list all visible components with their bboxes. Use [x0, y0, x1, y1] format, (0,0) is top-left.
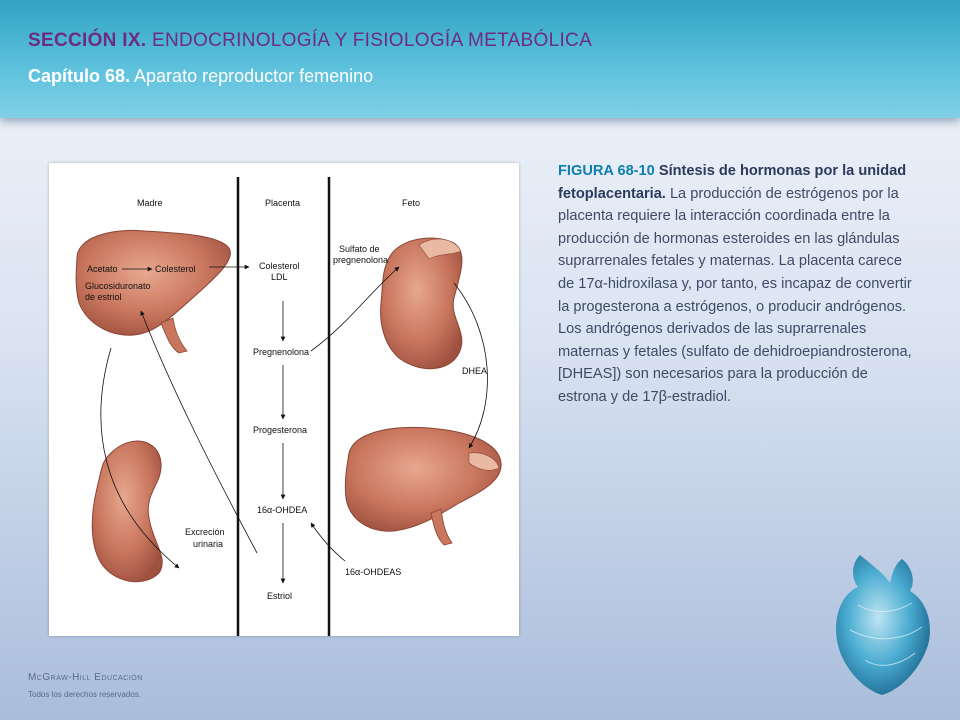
label-sulfato-de: Sulfato de [339, 244, 380, 254]
label-excrecion: Excreción [185, 527, 225, 537]
figure-image [49, 163, 519, 636]
label-colesterol-ldl: Colesterol [259, 261, 300, 271]
label-dhea: DHEA [462, 366, 488, 376]
label-estriol: Estriol [267, 591, 293, 601]
label-pregnenolona: Pregnenolona [253, 347, 310, 357]
label-16a-ohdea: 16α-OHDEA [257, 505, 308, 515]
header-banner [0, 0, 960, 118]
label-glucosiduronato: Glucosiduronato [85, 281, 151, 291]
section-title: ENDOCRINOLOGÍA Y FISIOLOGÍA METABÓLICA [151, 30, 593, 51]
chapter-title: Aparato reproductor femenino [134, 66, 374, 86]
column-madre: Madre [137, 198, 163, 208]
fetal-adrenal [381, 238, 462, 369]
label-acetato: Acetato [87, 264, 118, 274]
rights-notice: Todos los derechos reservados. [28, 690, 141, 699]
label-pregnenolona-sulfato: pregnenolona [333, 255, 389, 265]
fetoplacental-diagram [49, 163, 519, 636]
caption-body: La producción de estrógenos por la placenta requiere la interacción coordinada entre la producción de hormonas esteroides en las glándulas suprarrenales fetales y maternas. La placenta carece de 17α-hidroxilasa y, por tanto, es incapaz de convertir la progesterona a estrógenos, o producir andrógenos. Los andrógenos derivados de las suprarrenales maternas y fetales (sulfato de dehidroepiandrosterona, [DHEAS]) son necesarios para la producción de estrona y de 17β-estradiol. [558, 185, 912, 405]
label-colesterol-madre: Colesterol [155, 264, 196, 274]
label-urinaria: urinaria [193, 539, 224, 549]
section-heading [28, 30, 592, 52]
label-progesterona: Progesterona [253, 425, 308, 435]
figure-number: FIGURA 68-10 [558, 163, 655, 179]
label-ldl: LDL [271, 272, 288, 282]
label-de-estriol: de estriol [85, 292, 122, 302]
fetal-liver [345, 427, 501, 545]
label-16a-ohdeas: 16α-OHDEAS [345, 567, 402, 577]
column-placenta: Placenta [265, 198, 301, 208]
maternal-kidney [92, 441, 162, 582]
section-prefix: SECCIÓN IX. [28, 30, 147, 51]
publisher-name: McGraw-Hill Educación [28, 672, 143, 683]
chapter-heading [28, 66, 373, 87]
chapter-prefix: Capítulo 68. [28, 66, 131, 86]
heart-icon [820, 545, 940, 705]
figure-title: Síntesis de hormonas por la unidad fetoplacentaria. [558, 163, 907, 202]
figure-caption [558, 160, 913, 409]
column-feto: Feto [402, 198, 421, 208]
